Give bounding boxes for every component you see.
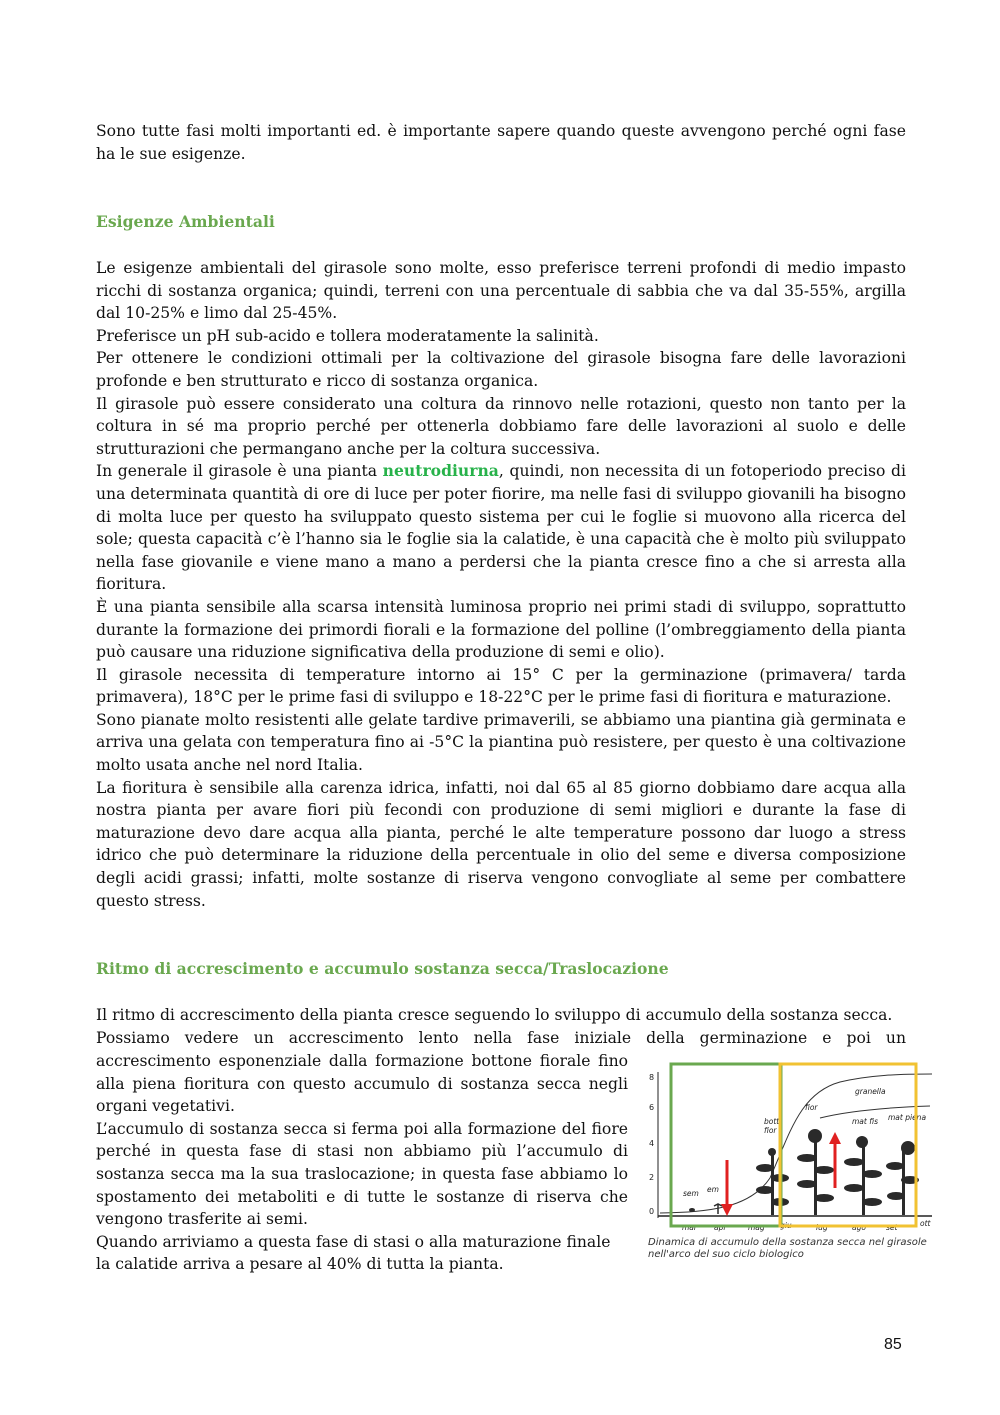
month-label: apr	[714, 1223, 727, 1232]
stage-label-fior-bott: fior	[764, 1126, 777, 1135]
stage-label-granella: granella	[855, 1087, 886, 1096]
month-label: set	[886, 1223, 898, 1232]
paragraph: accrescimento esponenziale dalla formazione bottone fiorale fino alla piena fioritura con questo accumulo di sostanza secca negli organi vegetativi.	[96, 1052, 628, 1116]
paragraph: Preferisce un pH sub-acido e tollera moderatamente la salinità.	[96, 326, 599, 345]
paragraph: Il girasole può essere considerato una coltura da rinnovo nelle rotazioni, questo non tanto per la coltura in sé ma proprio perché per ottenerla dobbiamo fare delle lavorazioni al suolo e delle strutturazioni che permangano anche per la coltura successiva.	[96, 394, 906, 458]
paragraph: L’accumulo di sostanza secca si ferma poi alla formazione del fiore perché in questa fase di stasi non abbiamo più l’accumulo di sostanza secca ma la sua traslocazione; in questa fase abbiamo lo spostamento dei metaboliti e di tutte le sostanze di riserva che vengono trasferite ai semi.	[96, 1119, 628, 1229]
seed-icon	[689, 1208, 695, 1212]
section-body-ritmo-wrapped	[96, 1050, 628, 1276]
paragraph: Il girasole necessita di temperature intorno ai 15° C per la germinazione (primavera/ tarda primavera), 18°C per le prime fasi di sviluppo e 18-22°C per le prime fasi di fioritura e maturazione.	[96, 665, 906, 707]
month-label: ago	[852, 1223, 866, 1232]
y-tick-label: 2	[649, 1173, 655, 1182]
paragraph: La fioritura è sensibile alla carenza idrica, infatti, noi dal 65 al 85 giorno dobbiamo dare acqua alla nostra pianta per avare fiori più fecondi con produzione di semi migliori e durante la fase di maturazione devo dare acqua alla pianta, perché le alte temperature possono dar luogo a stress idrico che può determinare la riduzione della percentuale in olio del seme e diversa composizione degli acidi grassi; infatti, molte sostanze di riserva vengono convogliate al seme per combattere questo stress.	[96, 778, 906, 910]
stage-label-mat-piena: mat piena	[888, 1113, 927, 1122]
stage-label-mat-fis: mat fis	[852, 1117, 878, 1126]
paragraph: Il ritmo di accrescimento della pianta cresce seguendo lo sviluppo di accumulo della sostanza secca.	[96, 1006, 893, 1024]
intro-text: Sono tutte fasi molti importanti ed. è importante sapere quando queste avvengono perché ogni fase ha le sue esigenze.	[96, 122, 906, 163]
figure-caption: Dinamica di accumulo della sostanza secca nel girasole nell'arco del suo ciclo biologico	[648, 1237, 927, 1260]
month-label: lug	[816, 1223, 828, 1232]
page-number: 85	[884, 1336, 902, 1353]
text-span: , quindi, non necessita di un fotoperiodo preciso di una determinata quantità di ore di luce per poter fiorire, ma nelle fasi di sviluppo giovanili ha bisogno di molta luce per questo ha sviluppato questo sistema per cui le foglie si muovono alla ricerca del sole; questa capacità c’è l’hanno sia le foglie sia la calatide, è una capacità che è molto più sviluppato nella fase giovanile e viene mano a mano a perdersi che la pianta cresce fino a che si arresta alla fioritura.	[96, 462, 906, 594]
y-tick-label: 0	[649, 1207, 655, 1216]
month-label: ott	[920, 1219, 931, 1228]
paragraph: Sono pianate molto resistenti alle gelate tardive primaverili, se abbiamo una piantina già germinata e arriva una gelata con temperatura fino ai -5°C la piantina può resistere, per questo è una coltivazione molto usata anche nel nord Italia.	[96, 710, 906, 775]
paragraph: Possiamo vedere un accrescimento lento nella fase iniziale della germinazione e poi un	[96, 1028, 906, 1047]
highlight-term: neutrodiurna	[382, 461, 499, 481]
stage-label-em: em	[707, 1185, 719, 1194]
paragraph: Per ottenere le condizioni ottimali per la coltivazione del girasole bisogna fare delle lavorazioni profonde e ben strutturato e ricco di sostanza organica.	[96, 349, 906, 390]
section-body-ritmo-top	[96, 1004, 906, 1049]
month-label: mar	[682, 1223, 697, 1232]
month-label: mag	[748, 1223, 765, 1232]
section-heading-esigenze: Esigenze Ambientali	[96, 212, 275, 231]
section-heading-ritmo: Ritmo di accrescimento e accumulo sostanza secca/Traslocazione	[96, 959, 669, 978]
section-body-esigenze	[96, 257, 906, 912]
stage-label-bott: bott	[764, 1117, 780, 1126]
y-tick-label: 4	[649, 1139, 655, 1148]
paragraph	[96, 460, 906, 596]
stage-label-fior: fior	[805, 1103, 818, 1112]
stage-label-sem: sem	[683, 1189, 699, 1198]
paragraph: Le esigenze ambientali del girasole sono molte, esso preferisce terreni profondi di medio impasto ricchi di sostanza organica; quindi, terreni con una percentuale di sabbia che va dal 35-55%, argilla dal 10-25% e limo dal 25-45%.	[96, 259, 906, 323]
y-tick-label: 6	[649, 1103, 655, 1112]
intro-paragraph	[96, 120, 906, 165]
text-span: In generale il girasole è una pianta	[96, 462, 383, 481]
y-tick-label: 8	[649, 1073, 655, 1082]
paragraph: È una pianta sensibile alla scarsa intensità luminosa proprio nei primi stadi di sviluppo, soprattutto durante la formazione dei primordi fiorali e la formazione del polline (l’ombreggiamento della pianta può causare una riduzione significativa della produzione di semi e olio).	[96, 597, 906, 662]
month-label: giu	[780, 1221, 792, 1230]
paragraph: Quando arriviamo a questa fase di stasi o alla maturazione finale la calatide arriva a pesare al 40% di tutta la pianta.	[96, 1232, 611, 1274]
